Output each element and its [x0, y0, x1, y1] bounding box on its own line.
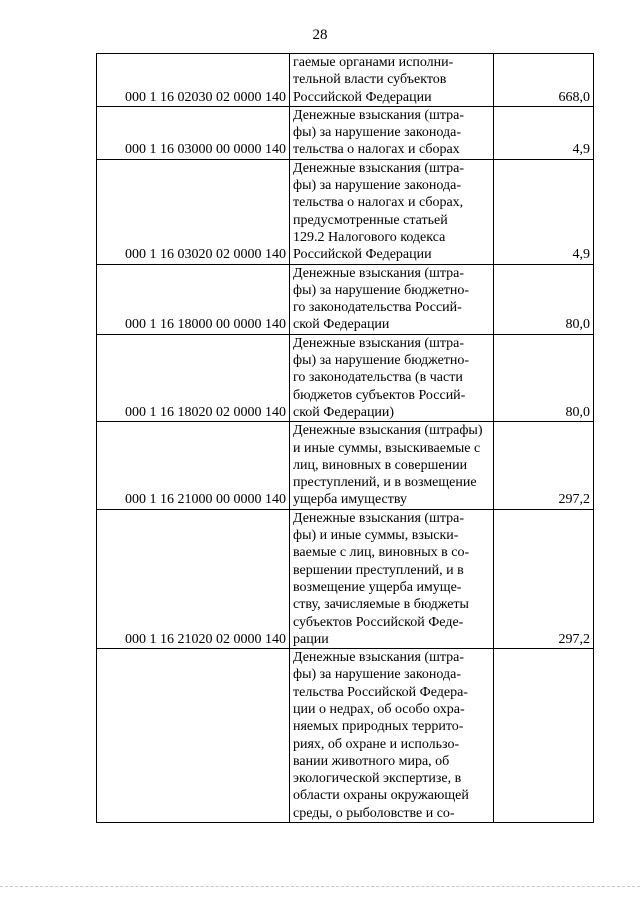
description-line: фы) за нарушение законода- [293, 667, 462, 683]
description-line: гаемые органами исполни- [293, 55, 454, 70]
description-line: вершении преступлений, и в [293, 562, 464, 578]
revenue-description [290, 54, 494, 107]
description-line: ской Федерации [293, 317, 390, 333]
budget-classification-code: 000 1 16 18000 00 0000 140 [97, 264, 290, 334]
amount-value: 80,0 [494, 334, 594, 421]
description-line: фы) за нарушение законода- [293, 178, 462, 194]
table-row [97, 649, 594, 823]
amount-value: 668,0 [494, 54, 594, 107]
description-line: экологической экспертизе, в [293, 771, 462, 787]
table-row [97, 334, 594, 421]
description-line: фы) и иные суммы, взыски- [293, 528, 459, 544]
description-line: 129.2 Налогового кодекса [293, 229, 446, 245]
description-line: субъектов Российской Феде- [293, 614, 464, 630]
revenue-description [290, 649, 494, 823]
description-line: тельства о налогах и сборах, [293, 195, 464, 211]
revenue-description [290, 264, 494, 334]
description-line: области охраны окружающей [293, 788, 469, 804]
revenue-description [290, 422, 494, 509]
description-line: тельной власти субъектов [293, 72, 447, 88]
description-line: предусмотренные статьей [293, 212, 448, 228]
budget-classification-code: 000 1 16 18020 02 0000 140 [97, 334, 290, 421]
description-line: го законодательства Россий- [293, 300, 462, 316]
description-line: Российской Федерации [293, 247, 432, 263]
revenue-description [290, 159, 494, 264]
description-line: риях, об охране и использо- [293, 736, 460, 752]
table-row [97, 106, 594, 159]
description-line: Денежные взыскания (штра- [293, 107, 465, 123]
budget-classification-code [97, 649, 290, 823]
budget-revenue-table [96, 53, 594, 823]
description-line: рации [293, 631, 329, 647]
table-row [97, 422, 594, 509]
description-line: ущерба имуществу [293, 492, 407, 508]
description-line: ции о недрах, об особо охра- [293, 701, 465, 717]
description-line: го законодательства (в части [293, 370, 463, 386]
description-line: фы) за нарушение бюджетно- [293, 282, 470, 298]
description-line: ской Федерации) [293, 404, 395, 420]
budget-classification-code: 000 1 16 21000 00 0000 140 [97, 422, 290, 509]
table-row [97, 509, 594, 648]
description-line: преступлений, и в возмещение [293, 475, 477, 491]
description-line: возмещение ущерба имуще- [293, 579, 462, 595]
budget-classification-code: 000 1 16 02030 02 0000 140 [97, 54, 290, 107]
description-line: фы) за нарушение законода- [293, 125, 462, 141]
amount-value: 80,0 [494, 264, 594, 334]
description-line: вании животного мира, об [293, 753, 450, 769]
description-line: среды, о рыболовстве и со- [293, 805, 455, 821]
table-row [97, 159, 594, 264]
description-line: Денежные взыскания (штра- [293, 650, 465, 666]
revenue-description [290, 334, 494, 421]
budget-classification-code: 000 1 16 03020 02 0000 140 [97, 159, 290, 264]
budget-classification-code: 000 1 16 03000 00 0000 140 [97, 106, 290, 159]
revenue-description [290, 106, 494, 159]
description-line: тельства о налогах и сборах [293, 142, 460, 158]
revenue-description [290, 509, 494, 648]
description-line: ваемые с лиц, виновных в со- [293, 545, 470, 561]
amount-value: 297,2 [494, 422, 594, 509]
description-line: Денежные взыскания (штра- [293, 265, 465, 281]
page-bottom-divider [0, 886, 640, 887]
budget-classification-code: 000 1 16 21020 02 0000 140 [97, 509, 290, 648]
description-line: ству, зачисляемые в бюджеты [293, 597, 469, 613]
table-row [97, 54, 594, 107]
description-line: няемых природных террито- [293, 719, 464, 735]
amount-value [494, 649, 594, 823]
amount-value: 4,9 [494, 106, 594, 159]
description-line: Денежные взыскания (штра- [293, 510, 465, 526]
table-row [97, 264, 594, 334]
page-number: 28 [312, 27, 328, 43]
description-line: и иные суммы, взыскиваемые с [293, 440, 481, 456]
description-line: фы) за нарушение бюджетно- [293, 353, 470, 369]
amount-value: 297,2 [494, 509, 594, 648]
description-line: Российской Федерации [293, 89, 432, 105]
amount-value: 4,9 [494, 159, 594, 264]
description-line: бюджетов субъектов Россий- [293, 387, 466, 403]
description-line: лиц, виновных в совершении [293, 457, 468, 473]
description-line: тельства Российской Федера- [293, 684, 468, 700]
description-line: Денежные взыскания (штрафы) [293, 423, 483, 439]
description-line: Денежные взыскания (штра- [293, 160, 465, 176]
description-line: Денежные взыскания (штра- [293, 335, 465, 351]
table-body [97, 54, 594, 823]
